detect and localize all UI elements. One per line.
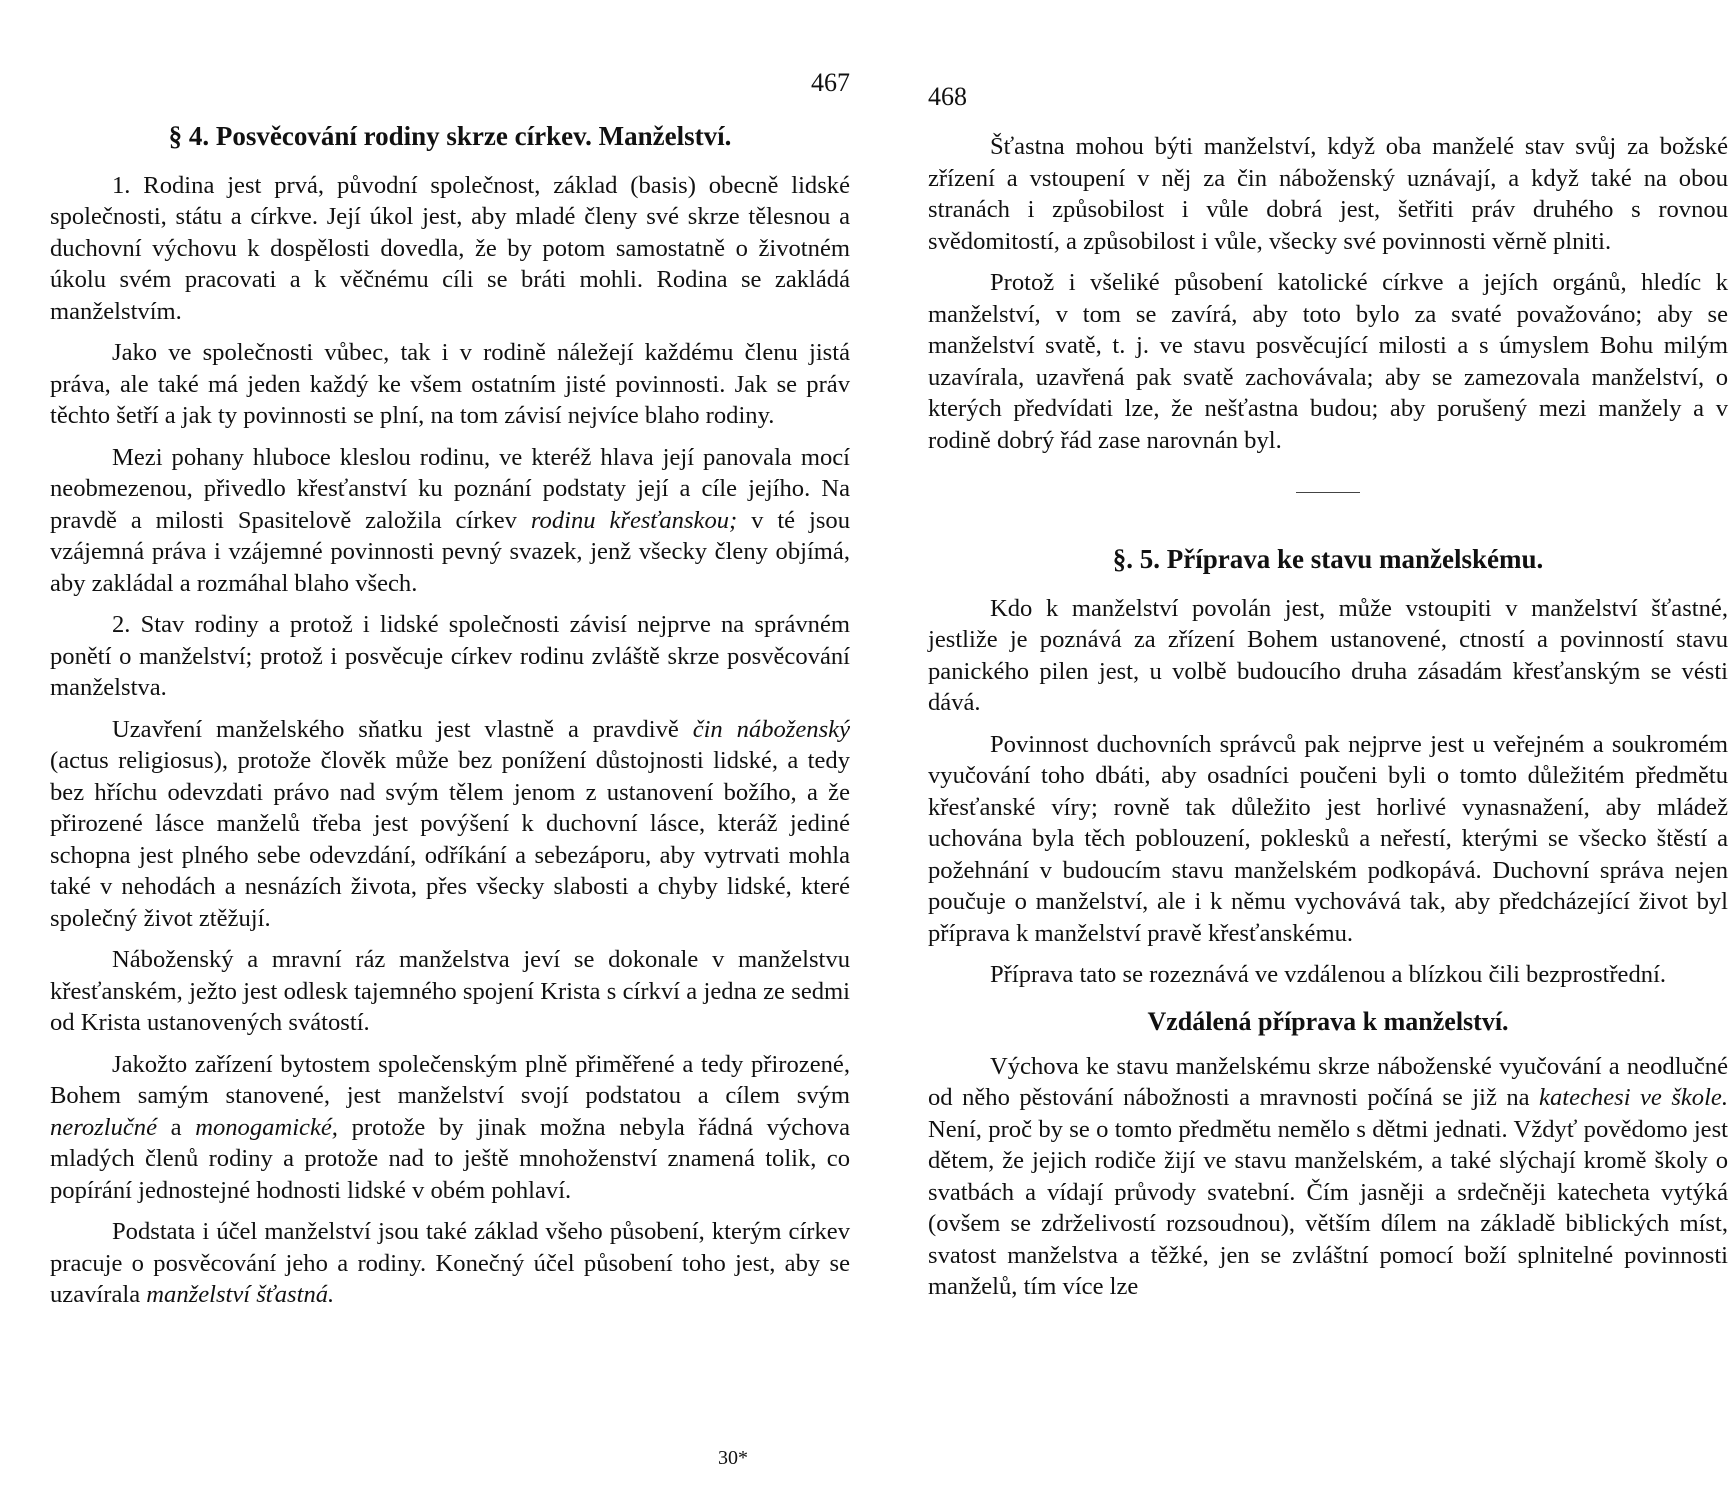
paragraph-text: v té jsou vzájemná práva i vzájemné povinnosti pevný svazek, jenž všecky členy objímá, aby zakládal a rozmáhal blaho všech. xyxy=(50,506,850,597)
paragraph xyxy=(50,714,850,935)
printer-signature: 30* xyxy=(718,1447,748,1469)
paragraph-text: Uzavření manželského sňatku jest vlastně a pravdivě xyxy=(112,715,693,743)
paragraph-text: Mezi pohany hluboce kleslou rodinu, ve kteréž hlava její panovala mocí neobmezenou, přivedlo křesťanství ku poznání podstaty její a cíle jejího. Na pravdě a milosti Spasitelově založila církev xyxy=(50,443,850,534)
paragraph-text: (actus religiosus), protože člověk může bez ponížení důstojnosti lidské, a tedy bez hříchu odevzdati právo nad svým tělem jenom z ustanovení božího, a že přirozené lásce manželů třeba jest povýšení k duchovní lásce, kteráž jediné schopna jest plného sebe odevzdání, odříkání a sebezáporu, aby vytrvati mohla také v nehodách a nesnázích života, přes všecky slabosti a chyby lidské, které společný život ztěžují. xyxy=(50,747,850,932)
paragraph-text: Jakožto zařízení bytostem společenským plně přiměřené a tedy přirozené, Bohem samým stanovené, jest manželství svojí podstatou a cílem svým xyxy=(50,1050,850,1110)
paragraph-text: Náboženský a mravní ráz manželstva jeví se dokonale v manželstvu křesťanském, ježto jest odlesk tajemného spojení Krista s církví a jedna ze sedmi od Krista ustanovených svátostí. xyxy=(50,946,850,1037)
paragraph-text: Povinnost duchovních správců pak nejprve jest u veřejném a soukromém vyučování toho dbáti, aby osadníci poučeni byli o tomto důležitém předmětu křesťanské víry; rovně tak důležito jest horlivé vynasnažení, aby mládež uchována byla těch poblouzení, poklesků a neřestí, kterými se všecko štěstí a požehnání v budoucím stavu manželském podkopává. Duchovní správa nejen poučuje o manželství, ale i k němu vychovává tak, aby předcházející život byl příprava k manželství pravě křesťanskému. xyxy=(928,730,1728,947)
section-divider xyxy=(1296,492,1360,493)
section-heading: § 4. Posvěcování rodiny skrze církev. Manželství. xyxy=(168,121,732,151)
paragraph-text: Šťastna mohou býti manželství, když oba manželé stav svůj za božské zřízení a vstoupení v něj za čin náboženský uznávají, a když také na obou stranách i způsobilost i vůle dobrá jest, šetřiti práv druhého s rovnou svědomitostí, a způsobilost i vůle, všecky své povinnosti věrně plniti. xyxy=(928,133,1728,255)
paragraph xyxy=(928,729,1728,950)
right-page xyxy=(928,0,1728,1500)
paragraph-text: Není, proč by se o tomto předmětu nemělo s dětmi jednati. Vždyť povědomo jest dětem, že jejich rodiče žijí ve stavu manželském, a také slýchají kromě školy o svatbách a vídají průvody svatební. Čím jasněji a srdečněji katecheta vytýká (ovšem se zdrželivostí rozsoudnou), větším dílem na základě biblických míst, svatost manželstva a těžké, jen se zvláštní pomocí boží splnitelné povinnosti manželů, tím více lze xyxy=(928,1115,1728,1301)
paragraph xyxy=(50,1216,850,1311)
paragraph-text: protože by jinak možna nebyla řádná výchova mladých členů rodiny a protože nad to ještě mnohoženství znamená tolik, co popírání jednostejné hodnosti lidské v obém pohlaví. xyxy=(50,1113,850,1204)
right-paragraphs-top xyxy=(928,131,1728,456)
paragraph xyxy=(928,131,1728,257)
paragraph xyxy=(928,267,1728,456)
paragraph-text: Podstata i účel manželství jsou také základ všeho působení, kterým církev pracuje o posvěcování jeho a rodiny. Konečný účel působení toho jest, aby se uzavírala xyxy=(50,1218,850,1309)
paragraph-text: Příprava tato se rozeznává ve vzdálenou a blízkou čili bezprostřední. xyxy=(990,961,1667,989)
paragraph xyxy=(50,170,850,328)
italic-text: manželství šťastná. xyxy=(146,1281,335,1309)
paragraph-text: a xyxy=(157,1113,196,1141)
right-paragraphs-mid xyxy=(928,593,1728,991)
left-page-content xyxy=(50,120,850,1321)
paragraph xyxy=(928,1051,1728,1303)
paragraph xyxy=(928,959,1728,991)
paragraph-text: Výchova ke stavu manželskému skrze náboženské vyučování a neodlučné od něho pěstování nábožnosti a mravnosti počíná se již na xyxy=(928,1052,1728,1112)
italic-text: monogamické, xyxy=(195,1113,338,1141)
right-paragraphs-bottom xyxy=(928,1051,1728,1303)
paragraph-text: Kdo k manželství povolán jest, může vstoupiti v manželství šťastné, jestliže je poznává za zřízení Bohem ustanovené, ctností a povinností stavu panického pilen jest, u volbě budoucího druha zásadám křesťanským se vésti dává. xyxy=(928,594,1728,717)
page-number: 467 xyxy=(811,68,850,97)
subsection-heading: Vzdálená příprava k manželství. xyxy=(1147,1006,1509,1036)
paragraph xyxy=(50,442,850,600)
italic-text: rodinu křesťanskou; xyxy=(530,506,738,534)
paragraph-text: Protož i všeliké působení katolické církve a jejích orgánů, hledíc k manželství, v tom se zavírá, aby toto bylo za svaté považováno; aby se manželství svatě, t. j. ve stavu posvěcující milosti a s úmyslem Bohu milým uzavírala, uzavřená pak svatě zachovávala; aby se zamezovala manželství, o kterých předvídati lze, že nešťastna budou; aby porušený mezi manžely a v rodině dobrý řád zase narovnán byl. xyxy=(928,269,1728,454)
paragraph xyxy=(50,944,850,1039)
section-heading: §. 5. Příprava ke stavu manželskému. xyxy=(1112,544,1544,574)
right-page-content xyxy=(928,131,1728,1313)
italic-text: nerozlučné xyxy=(50,1113,157,1141)
paragraph xyxy=(50,337,850,432)
italic-text: katechesi ve škole. xyxy=(1539,1084,1728,1112)
paragraph xyxy=(928,593,1728,719)
left-page xyxy=(50,0,850,1500)
italic-text: čin náboženský xyxy=(692,715,850,743)
paragraph-text: Jako ve společnosti vůbec, tak i v rodině náležejí každému členu jistá práva, ale také má jeden každý ke všem ostatním jisté povinnosti. Jak se práv těchto šetří a jak ty povinnosti se plní, na tom závisí nejvíce blaho rodiny. xyxy=(50,339,850,430)
page-number: 468 xyxy=(928,82,967,111)
paragraph-text: 2. Stav rodiny a protož i lidské společnosti závisí nejprve na správném ponětí o manželství; protož i posvěcuje církev rodinu zvláště skrze posvěcování manželstva. xyxy=(50,611,850,702)
paragraph-text: 1. Rodina jest prvá, původní společnost, základ (basis) obecně lidské společnosti, státu a církve. Její úkol jest, aby mladé členy své skrze tělesnou a duchovní výchovu k dospělosti dovedla, že by potom samostatně o životném úkolu svém pracovati a k věčnému cíli se bráti mohli. Rodina se zakládá manželstvím. xyxy=(50,171,850,325)
paragraph xyxy=(50,1049,850,1207)
left-paragraphs xyxy=(50,170,850,1311)
paragraph xyxy=(50,609,850,704)
